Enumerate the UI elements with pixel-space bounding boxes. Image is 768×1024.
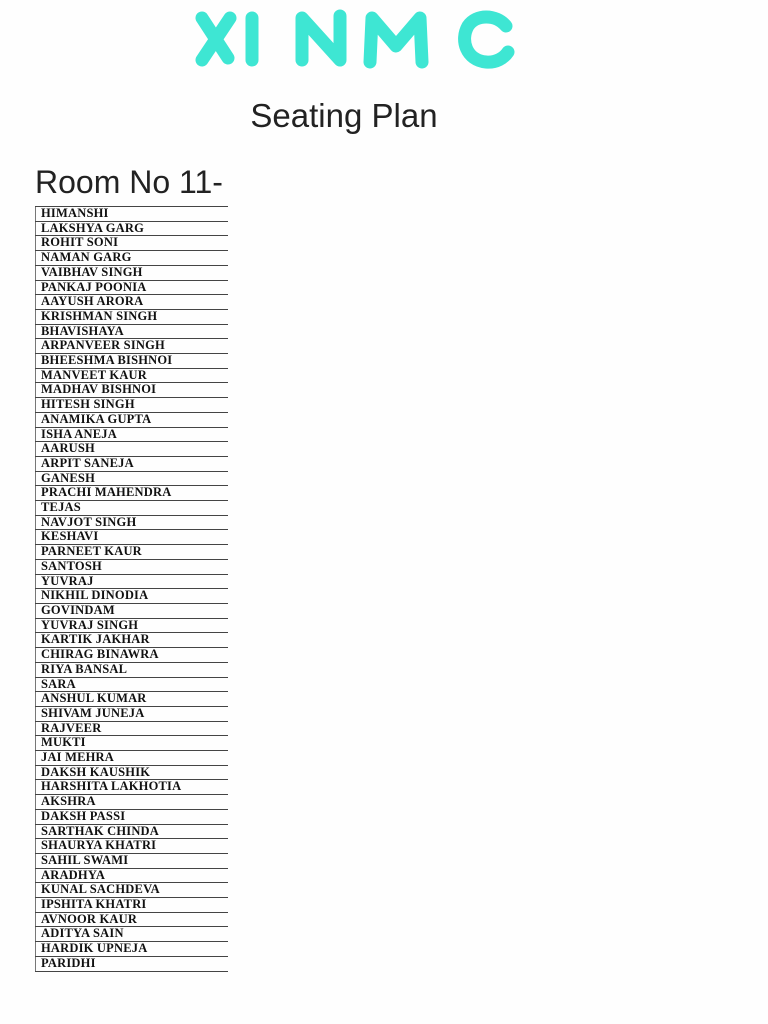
student-name-cell: AARUSH (36, 442, 229, 457)
table-row (36, 412, 229, 427)
student-names-table (35, 206, 228, 972)
table-row (36, 809, 229, 824)
table-row (36, 912, 229, 927)
table-row (36, 515, 229, 530)
table-row (36, 648, 229, 663)
student-name-cell: LAKSHYA GARG (36, 221, 229, 236)
page-subtitle: Seating Plan (250, 97, 438, 134)
table-row (36, 574, 229, 589)
table-row (36, 898, 229, 913)
table-row (36, 442, 229, 457)
student-name-cell: BHEESHMA BISHNOI (36, 354, 229, 369)
student-name-cell: ARADHYA (36, 868, 229, 883)
student-name-cell: HARSHITA LAKHOTIA (36, 780, 229, 795)
student-name-cell: YUVRAJ SINGH (36, 618, 229, 633)
table-row (36, 706, 229, 721)
table-row (36, 853, 229, 868)
table-row (36, 295, 229, 310)
student-name-cell: PRACHI MAHENDRA (36, 486, 229, 501)
student-name-cell: TEJAS (36, 501, 229, 516)
table-row (36, 677, 229, 692)
student-name-cell: SHAURYA KHATRI (36, 839, 229, 854)
student-name-cell: SARA (36, 677, 229, 692)
handwritten-class-title (190, 2, 520, 76)
table-row (36, 795, 229, 810)
student-name-cell: ANSHUL KUMAR (36, 692, 229, 707)
table-row (36, 603, 229, 618)
student-name-cell: ROHIT SONI (36, 236, 229, 251)
student-name-cell: SANTOSH (36, 559, 229, 574)
table-row (36, 942, 229, 957)
student-name-cell: BHAVISHAYA (36, 324, 229, 339)
table-row (36, 721, 229, 736)
student-name-cell: KARTIK JAKHAR (36, 633, 229, 648)
table-row (36, 927, 229, 942)
table-row (36, 339, 229, 354)
table-row (36, 280, 229, 295)
student-name-cell: NAMAN GARG (36, 251, 229, 266)
student-name-cell: GANESH (36, 471, 229, 486)
table-row (36, 368, 229, 383)
student-name-cell: KESHAVI (36, 530, 229, 545)
student-name-cell: HIMANSHI (36, 207, 229, 222)
student-name-cell: HITESH SINGH (36, 398, 229, 413)
table-row (36, 839, 229, 854)
student-name-cell: ARPIT SANEJA (36, 456, 229, 471)
table-row (36, 309, 229, 324)
student-name-cell: AKSHRA (36, 795, 229, 810)
student-names-body (36, 207, 229, 972)
table-row (36, 427, 229, 442)
table-row (36, 662, 229, 677)
student-name-cell: SAHIL SWAMI (36, 853, 229, 868)
table-row (36, 501, 229, 516)
student-name-cell: IPSHITA KHATRI (36, 898, 229, 913)
table-row (36, 207, 229, 222)
table-row (36, 883, 229, 898)
table-row (36, 824, 229, 839)
student-name-cell: MUKTI (36, 736, 229, 751)
table-row (36, 633, 229, 648)
student-name-cell: AAYUSH ARORA (36, 295, 229, 310)
student-name-cell: YUVRAJ (36, 574, 229, 589)
handwritten-title-text (190, 76, 191, 77)
student-name-cell: NAVJOT SINGH (36, 515, 229, 530)
table-row (36, 486, 229, 501)
student-name-cell: JAI MEHRA (36, 751, 229, 766)
student-name-cell: GOVINDAM (36, 603, 229, 618)
student-name-cell: ISHA ANEJA (36, 427, 229, 442)
student-name-cell: SHIVAM JUNEJA (36, 706, 229, 721)
student-name-cell: CHIRAG BINAWRA (36, 648, 229, 663)
table-row (36, 618, 229, 633)
table-row (36, 692, 229, 707)
student-name-cell: ANAMIKA GUPTA (36, 412, 229, 427)
table-row (36, 736, 229, 751)
table-row (36, 265, 229, 280)
student-name-cell: MADHAV BISHNOI (36, 383, 229, 398)
table-row (36, 354, 229, 369)
handwritten-title-drawing (190, 2, 520, 76)
table-row (36, 324, 229, 339)
table-row (36, 589, 229, 604)
table-row (36, 545, 229, 560)
table-row (36, 471, 229, 486)
table-row (36, 251, 229, 266)
student-name-cell: ADITYA SAIN (36, 927, 229, 942)
student-name-cell: VAIBHAV SINGH (36, 265, 229, 280)
student-name-cell: RIYA BANSAL (36, 662, 229, 677)
table-row (36, 221, 229, 236)
student-name-cell: SARTHAK CHINDA (36, 824, 229, 839)
student-name-cell: PANKAJ POONIA (36, 280, 229, 295)
table-row (36, 765, 229, 780)
student-name-cell: MANVEET KAUR (36, 368, 229, 383)
student-name-cell: RAJVEER (36, 721, 229, 736)
table-row (36, 780, 229, 795)
table-row (36, 398, 229, 413)
table-row (36, 236, 229, 251)
room-heading: Room No 11- (35, 164, 223, 200)
table-row (36, 956, 229, 971)
student-name-cell: NIKHIL DINODIA (36, 589, 229, 604)
table-row (36, 868, 229, 883)
student-name-cell: PARIDHI (36, 956, 229, 971)
student-name-cell: ARPANVEER SINGH (36, 339, 229, 354)
student-name-cell: HARDIK UPNEJA (36, 942, 229, 957)
table-row (36, 456, 229, 471)
student-name-cell: KRISHMAN SINGH (36, 309, 229, 324)
student-name-cell: PARNEET KAUR (36, 545, 229, 560)
student-name-cell: DAKSH KAUSHIK (36, 765, 229, 780)
student-name-cell: KUNAL SACHDEVA (36, 883, 229, 898)
table-row (36, 559, 229, 574)
table-row (36, 751, 229, 766)
table-row (36, 383, 229, 398)
table-row (36, 530, 229, 545)
student-name-cell: AVNOOR KAUR (36, 912, 229, 927)
student-name-cell: DAKSH PASSI (36, 809, 229, 824)
